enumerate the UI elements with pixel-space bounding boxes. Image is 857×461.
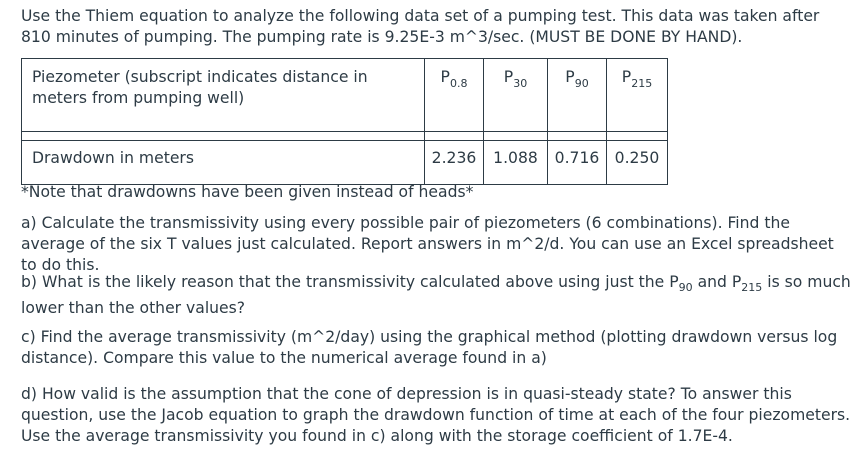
piezometer-header-cell <box>484 59 548 132</box>
question-d: d) How valid is the assumption that the cone of depression is in quasi-steady state? To answer this question, use the Jacob equation to graph the drawdown function of time at each of the four piezometers. Use the average transmissivity you found in c) along with the storage coefficient of 1.7E-4. <box>21 385 851 445</box>
piezometer-symbol: P <box>440 68 450 86</box>
piezometer-header-cell <box>548 59 607 132</box>
intro-text: Use the Thiem equation to analyze the following data set of a pumping test. This data was taken after 810 minutes of pumping. The pumping rate is 9.25E-3 m^3/sec. (MUST BE DONE BY HAND). <box>21 7 820 46</box>
question-b-part3: is so much lower than the other values? <box>21 273 851 317</box>
piezometer-subscript: 0.8 <box>449 77 468 90</box>
question-b-part2: and P <box>692 273 742 291</box>
piezometer-subscript: 30 <box>513 77 528 90</box>
problem-page <box>21 0 851 445</box>
spacer-cell <box>22 132 425 141</box>
question-a: a) Calculate the transmissivity using every possible pair of piezometers (6 combinations). Find the average of the six T values just calculated. Report answers in m^2/d. You can use an Excel spreadsheet to do this. <box>21 214 834 274</box>
question-b <box>21 270 851 320</box>
drawdown-value-cell: 0.716 <box>548 141 607 185</box>
drawdown-value-cell: 0.250 <box>607 141 668 185</box>
question-b-subscript-2: 215 <box>741 281 763 294</box>
question-b-part1: b) What is the likely reason that the transmissivity calculated above using just the P <box>21 273 679 291</box>
question-c: c) Find the average transmissivity (m^2/day) using the graphical method (plotting drawdown versus log distance). Compare this value to the numerical average found in a) <box>21 328 838 367</box>
piezometer-header-cell <box>425 59 484 132</box>
spacer-cell <box>607 132 668 141</box>
drawdown-row <box>22 141 668 185</box>
drawdown-value-cell: 2.236 <box>425 141 484 185</box>
piezometer-symbol: P <box>565 68 575 86</box>
piezometer-header-cell <box>607 59 668 132</box>
table-spacer-row <box>22 132 668 141</box>
piezometer-table <box>21 58 668 185</box>
piezometer-symbol: P <box>621 68 632 86</box>
spacer-cell <box>425 132 484 141</box>
piezometer-symbol: P <box>503 68 514 86</box>
spacer-cell <box>484 132 548 141</box>
question-b-subscript-1: 90 <box>678 281 693 294</box>
spacer-cell <box>548 132 607 141</box>
header-label-cell: Piezometer (subscript indicates distance in meters from pumping well) <box>22 59 425 132</box>
table-header-row <box>22 59 668 132</box>
note-text: *Note that drawdowns have been given instead of heads* <box>21 183 474 201</box>
piezometer-subscript: 215 <box>631 77 653 90</box>
piezometer-subscript: 90 <box>574 77 589 90</box>
drawdown-value-cell: 1.088 <box>484 141 548 185</box>
drawdown-label-cell: Drawdown in meters <box>22 141 425 185</box>
